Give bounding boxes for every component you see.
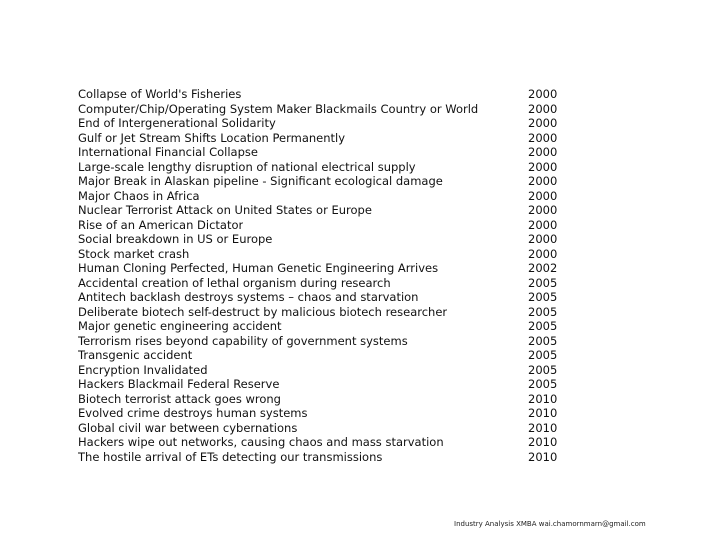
event-year: 2010 — [528, 420, 558, 435]
list-item — [78, 377, 558, 392]
event-year: 2010 — [528, 449, 558, 464]
footer-credit: Industry Analysis XMBA wai.chamornmarn@gmail.com — [454, 520, 646, 528]
list-item — [78, 218, 558, 233]
event-name: Hackers Blackmail Federal Reserve — [78, 377, 280, 391]
event-year: 2010 — [528, 435, 558, 449]
event-name: End of Intergenerational Solidarity — [78, 116, 276, 130]
list-item — [78, 450, 558, 465]
event-year: 2002 — [528, 261, 558, 275]
event-name: Global civil war between cybernations — [78, 420, 298, 435]
event-year: 2000 — [528, 246, 558, 261]
event-name: Accidental creation of lethal organism during research — [78, 275, 391, 290]
event-year: 2010 — [528, 406, 558, 420]
event-year: 2000 — [528, 203, 558, 217]
event-year: 2000 — [528, 130, 558, 145]
list-item — [78, 102, 558, 117]
list-item — [78, 232, 558, 247]
list-item — [78, 348, 558, 363]
event-name: International Financial Collapse — [78, 145, 258, 159]
event-name: Major genetic engineering accident — [78, 319, 282, 333]
event-year: 2000 — [528, 101, 558, 116]
event-year: 2005 — [528, 290, 558, 304]
list-item — [78, 145, 558, 160]
event-year: 2000 — [528, 188, 558, 203]
event-name: Major Chaos in Africa — [78, 188, 200, 203]
event-name: Stock market crash — [78, 246, 190, 261]
event-name: Terrorism rises beyond capability of government systems — [78, 333, 408, 348]
list-item — [78, 261, 558, 276]
list-item — [78, 363, 558, 378]
event-name: Rise of an American Dictator — [78, 217, 244, 232]
event-name: Encryption Invalidated — [78, 362, 208, 377]
list-item — [78, 290, 558, 305]
event-name: Large-scale lengthy disruption of national electrical supply — [78, 159, 416, 174]
event-year: 2005 — [528, 333, 558, 348]
list-item — [78, 406, 558, 421]
event-list — [78, 87, 558, 464]
list-item — [78, 319, 558, 334]
list-item — [78, 247, 558, 262]
list-item — [78, 435, 558, 450]
event-year: 2000 — [528, 145, 558, 159]
event-name: Social breakdown in US or Europe — [78, 232, 273, 246]
list-item — [78, 131, 558, 146]
event-year: 2000 — [528, 217, 558, 232]
event-name: Collapse of World's Fisheries — [78, 87, 242, 101]
list-item — [78, 421, 558, 436]
list-item — [78, 189, 558, 204]
event-year: 2010 — [528, 391, 558, 406]
event-name: Nuclear Terrorist Attack on United States or Europe — [78, 203, 372, 217]
event-year: 2000 — [528, 232, 558, 246]
event-year: 2005 — [528, 362, 558, 377]
event-year: 2000 — [528, 87, 558, 101]
event-year: 2005 — [528, 319, 558, 333]
event-name: Deliberate biotech self-destruct by malicious biotech researcher — [78, 304, 448, 319]
event-year: 2000 — [528, 159, 558, 174]
event-name: Gulf or Jet Stream Shifts Location Permanently — [78, 130, 346, 145]
event-year: 2000 — [528, 174, 558, 188]
list-item — [78, 203, 558, 218]
list-item — [78, 174, 558, 189]
event-year: 2005 — [528, 275, 558, 290]
list-item — [78, 276, 558, 291]
list-item — [78, 392, 558, 407]
list-item — [78, 116, 558, 131]
event-name: Transgenic accident — [78, 348, 193, 362]
list-item — [78, 87, 558, 102]
list-item — [78, 160, 558, 175]
event-name: Evolved crime destroys human systems — [78, 406, 308, 420]
event-name: The hostile arrival of ETs detecting our transmissions — [78, 449, 383, 464]
event-year: 2000 — [528, 116, 558, 130]
event-year: 2005 — [528, 377, 558, 391]
list-item — [78, 334, 558, 349]
event-name: Hackers wipe out networks, causing chaos and mass starvation — [78, 435, 444, 449]
event-name: Human Cloning Perfected, Human Genetic Engineering Arrives — [78, 261, 439, 275]
event-name: Antitech backlash destroys systems – chaos and starvation — [78, 290, 419, 304]
event-year: 2005 — [528, 304, 558, 319]
event-name: Biotech terrorist attack goes wrong — [78, 391, 281, 406]
list-item — [78, 305, 558, 320]
event-name: Major Break in Alaskan pipeline - Significant ecological damage — [78, 174, 443, 188]
event-year: 2005 — [528, 348, 558, 362]
event-name: Computer/Chip/Operating System Maker Blackmails Country or World — [78, 101, 479, 116]
